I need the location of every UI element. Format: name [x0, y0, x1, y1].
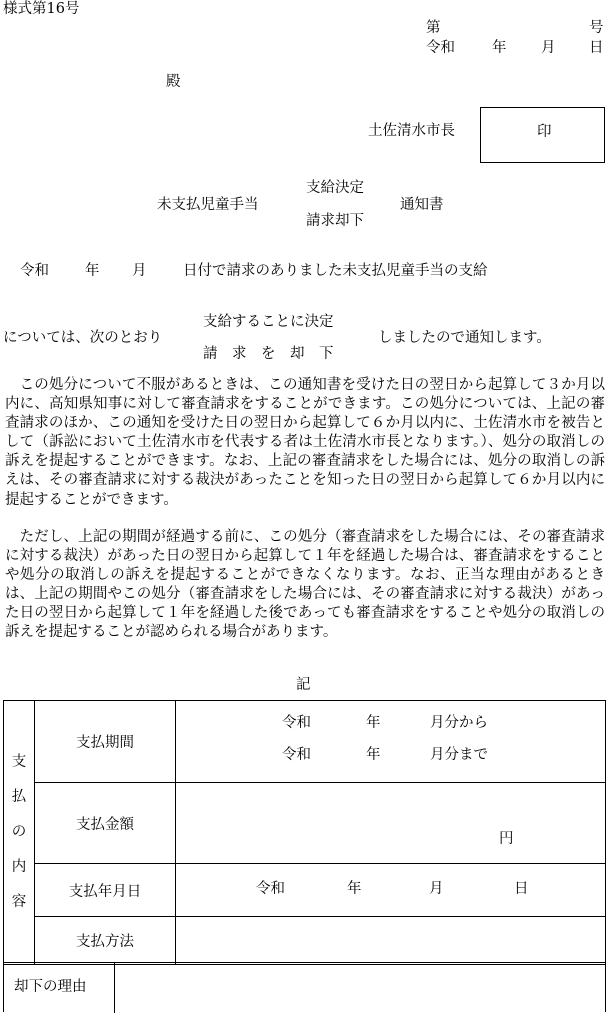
period-from-label: 月分から — [430, 715, 488, 731]
amount-label: 支払金額 — [35, 783, 176, 864]
pay-date-nen: 年 — [347, 881, 362, 897]
body-option-bottom: 請 求 を 却 下 — [203, 346, 334, 362]
title-option-bottom: 請求却下 — [306, 213, 364, 229]
body-line2-right: しましたので通知します。 — [378, 330, 551, 346]
side-label-char: 容 — [11, 894, 27, 910]
period-value-cell — [176, 701, 606, 783]
addressee-dono: 殿 — [166, 74, 181, 90]
doc-number-dai: 第 — [426, 20, 441, 36]
reason-label: 却下の理由 — [14, 979, 87, 995]
side-label-char: の — [11, 824, 27, 840]
table-row-method — [4, 917, 606, 965]
seal-box — [480, 107, 605, 163]
period-to-label: 月分まで — [430, 747, 488, 763]
payment-detail-table — [3, 700, 606, 965]
body-nen: 年 — [85, 263, 100, 279]
side-label-char: 支 — [11, 754, 27, 770]
title-left: 未支払児童手当 — [157, 197, 259, 213]
table-row-date — [4, 864, 606, 917]
appeal-paragraph-2: ただし、上記の期間が経過する前に、この処分（審査請求をした場合には、その審査請求に対する裁決）があった日の翌日から起算して１年を経過した場合は、審査請求をすることや処分の取消しの訴えを提起することができなくなります。なお、正当な理由があるときは、上記の期間やこの処分（審査請求をした場合には、その審査請求に対する裁決）があった日の翌日から起算して１年を経過した後であっても審査請求をすることや処分の取消しの訴えを提起することが認められる場合があります。 — [5, 529, 605, 641]
body-tsuki: 月 — [132, 263, 147, 279]
amount-unit: 円 — [499, 831, 514, 847]
reason-divider — [114, 963, 115, 1013]
seal-mark: 印 — [537, 124, 552, 140]
form-number: 様式第16号 — [3, 1, 80, 17]
title-option-top: 支給決定 — [306, 180, 364, 196]
appeal-paragraph-1: この処分について不服があるときは、この通知書を受けた日の翌日から起算して３か月以内に、高知県知事に対して審査請求をすることができます。この処分については、上記の審査請求のほか、この通知を受けた日の翌日から起算して６か月以内に、土佐清水市を被告として（訴訟において土佐清水市を代表する者は土佐清水市長となります。）、処分の取消しの訴えを提起することができます。なお、上記の審査請求をした場合には、処分の取消しの訴えは、その審査請求に対する裁決があったことを知った日の翌日から起算して６か月以内に提起することができます。 — [5, 377, 605, 508]
side-label-char: 内 — [11, 859, 27, 875]
date-label: 支払年月日 — [35, 864, 176, 917]
doc-number-go: 号 — [589, 20, 604, 36]
body-line2-left: については、次のとおり — [3, 330, 163, 346]
table-row-amount — [4, 783, 606, 864]
date-tsuki: 月 — [541, 40, 556, 56]
body-line1-rest: 日付で請求のありました未支払児童手当の支給 — [183, 263, 488, 279]
side-label — [4, 701, 35, 965]
date-value-cell — [176, 864, 606, 917]
date-hi: 日 — [589, 40, 604, 56]
title-right: 通知書 — [400, 197, 444, 213]
date-reiwa: 令和 — [426, 40, 455, 56]
date-nen: 年 — [492, 40, 507, 56]
issuer-name: 土佐清水市長 — [368, 123, 455, 139]
period-from-reiwa: 令和 — [282, 715, 311, 731]
side-label-char: 払 — [11, 789, 27, 805]
method-value-cell — [176, 917, 606, 965]
reason-row — [3, 962, 606, 1012]
pay-date-hi: 日 — [514, 881, 529, 897]
period-from-nen: 年 — [366, 715, 381, 731]
period-to-reiwa: 令和 — [282, 747, 311, 763]
pay-date-tsuki: 月 — [429, 881, 444, 897]
pay-date-reiwa: 令和 — [256, 881, 285, 897]
body-option-top: 支給することに決定 — [203, 314, 334, 330]
table-row-period — [4, 701, 606, 783]
period-to-nen: 年 — [366, 747, 381, 763]
amount-value-cell — [176, 783, 606, 864]
body-reiwa: 令和 — [20, 263, 49, 279]
period-label: 支払期間 — [35, 701, 176, 783]
method-label: 支払方法 — [35, 917, 176, 965]
ki-heading: 記 — [296, 677, 311, 693]
